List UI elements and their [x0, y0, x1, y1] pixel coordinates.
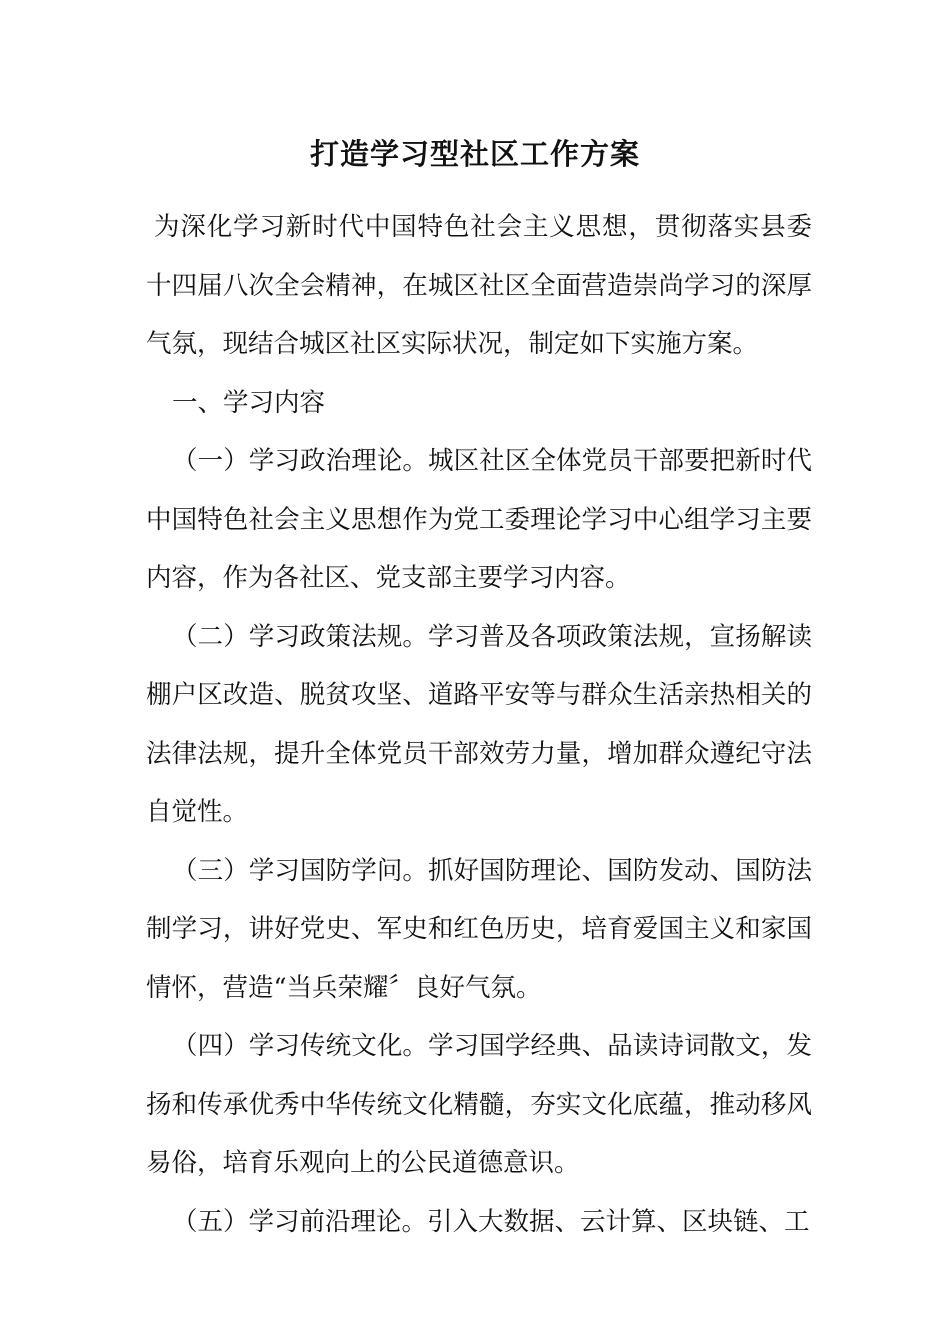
- item-paragraph-2: （二）学习政策法规。学习普及各项政策法规，宣扬解读棚户区改造、脱贫攻坚、道路平安等与群众生活亲热相关的法律法规，提升全体党员干部效劳力量，增加群众遵纪守法自觉性。: [146, 621, 812, 827]
- item-paragraph-5: （五）学习前沿理论。引入大数据、云计算、区块链、工: [172, 1206, 810, 1237]
- document-title: 打造学习型社区工作方案: [309, 137, 640, 171]
- intro-paragraph: 为深化学习新时代中国特色社会主义思想，贯彻落实县委十四届八次全会精神，在城区社区全面营造崇尚学习的深厚气氛，现结合城区社区实际状况，制定如下实施方案。: [146, 212, 812, 359]
- document-body: [146, 198, 812, 1251]
- item-paragraph-4: （四）学习传统文化。学习国学经典、品读诗词散文，发扬和传承优秀中华传统文化精髓，夯实文化底蕴，推动移风易俗，培育乐观向上的公民道德意识。: [146, 1031, 812, 1178]
- item-paragraph-1: （一）学习政治理论。城区社区全体党员干部要把新时代中国特色社会主义思想作为党工委理论学习中心组学习主要内容，作为各社区、党支部主要学习内容。: [146, 446, 812, 593]
- section-heading: 一、学习内容: [172, 387, 326, 418]
- item-paragraph-3: （三）学习国防学问。抓好国防理论、国防发动、国防法制学习，讲好党史、军史和红色历史，培育爱国主义和家国情怀，营造“当兵荣耀〞良好气氛。: [146, 855, 812, 1003]
